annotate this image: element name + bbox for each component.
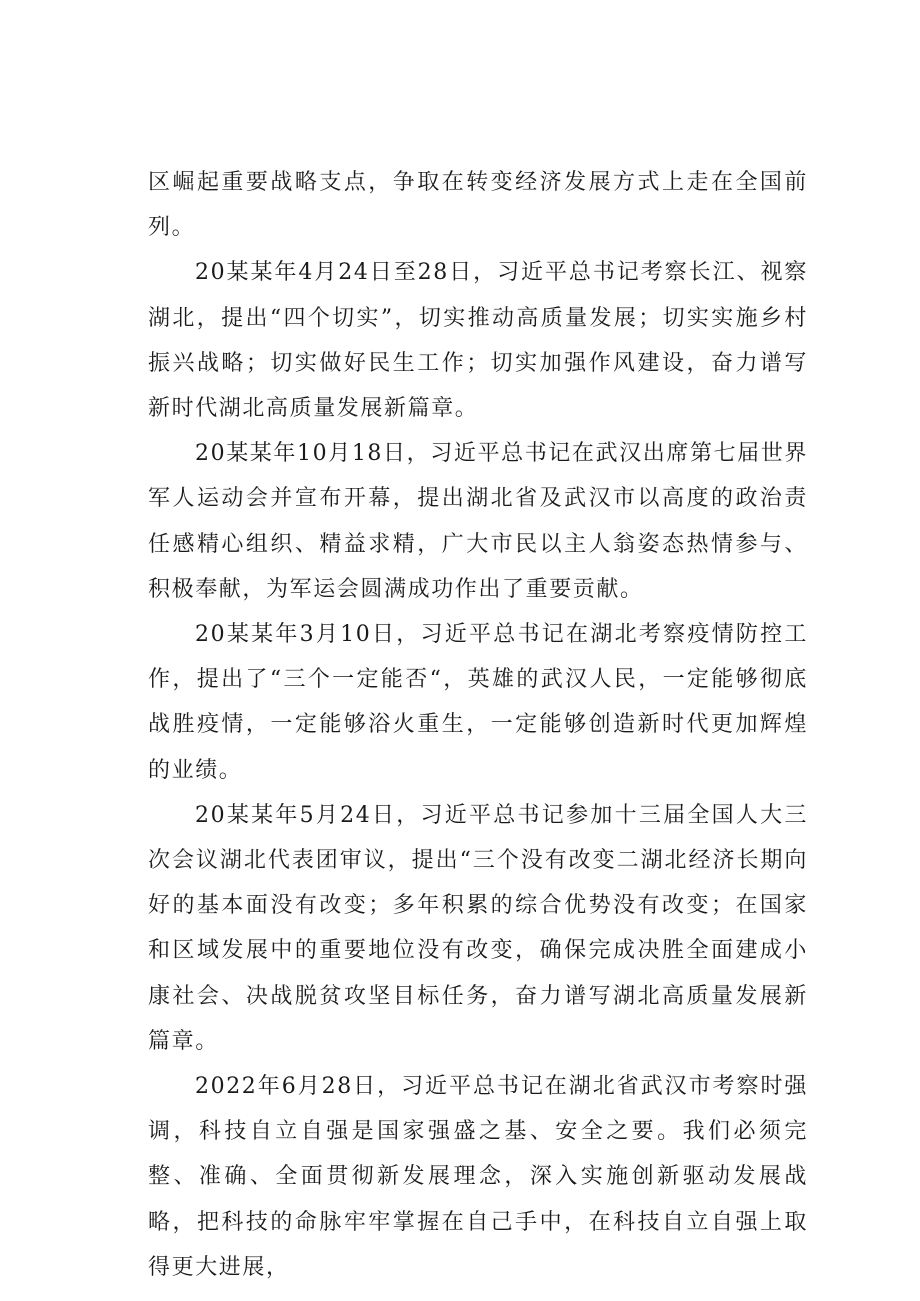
paragraph-2022-june: 2022年6月28日，习近平总书记在湖北省武汉市考察时强调，科技自立自强是国家强盛之基、安全之要。我们必须完整、准确、全面贯彻新发展理念，深入实施创新驱动发展战略，把科技的命脉牢牢掌握在自己手中，在科技自立自强上取得更大进展， xyxy=(148,1074,808,1280)
paragraph-2019-april: 20某某年4月24日至28日，习近平总书记考察长江、视察湖北，提出“四个切实”，切实推动高质量发展；切实实施乡村振兴战略；切实做好民生工作；切实加强作风建设，奋力谱写新时代湖北高质量发展新篇章。 xyxy=(148,260,808,422)
paragraph-2020-march: 20某某年3月10日，习近平总书记在湖北考察疫情防控工作，提出了“三个一定能否“，英雄的武汉人民，一定能够彻底战胜疫情，一定能够浴火重生，一定能够创造新时代更加辉煌的业绩。 xyxy=(148,622,808,783)
paragraph-2019-october: 20某某年10月18日，习近平总书记在武汉出席第七届世界军人运动会并宣布开幕，提出湖北省及武汉市以高度的政治责任感精心组织、精益求精，广大市民以主人翁姿态热情参与、积极奉献，为军运会圆满成功作出了重要贡献。 xyxy=(148,441,808,602)
paragraph-2020-may: 20某某年5月24日，习近平总书记参加十三届全国人大三次会议湖北代表团审议，提出“三个没有改变二湖北经济长期向好的基本面没有改变；多年积累的综合优势没有改变；在国家和区域发展中的重要地位没有改变，确保完成决胜全面建成小康社会、决战脱贫攻坚目标任务，奋力谱写湖北高质量发展新篇章。 xyxy=(148,802,808,1054)
paragraph-continuation: 区崛起重要战略支点，争取在转变经济发展方式上走在全国前列。 xyxy=(148,170,808,241)
document-body xyxy=(148,160,808,1290)
